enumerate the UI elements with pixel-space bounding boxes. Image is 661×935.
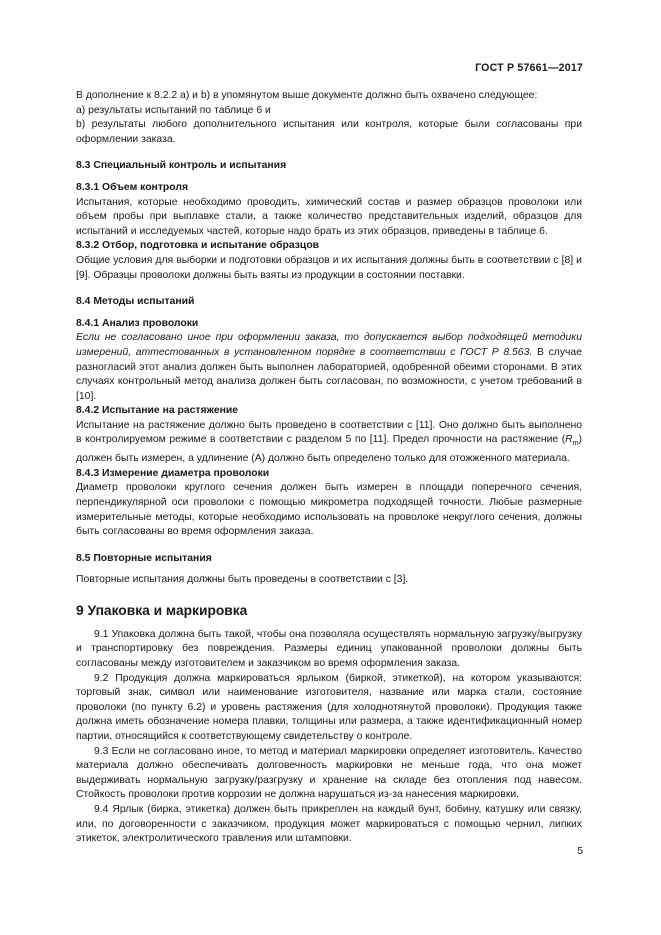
section-8-5-text: Повторные испытания должны быть проведены в соответствии с [3]. bbox=[76, 574, 409, 586]
section-8-3-1-title: 8.3.1 Объем контроля bbox=[76, 181, 189, 193]
section-8-4-2-text-b: ) должен быть измерен, а удлинение (A) должно быть определено только для отожженного материала. bbox=[76, 434, 582, 465]
symbol-r-subscript: m bbox=[572, 440, 579, 448]
section-8-3-title: 8.3 Специальный контроль и испытания bbox=[76, 160, 287, 172]
symbol-r: R bbox=[565, 434, 573, 446]
section-8-4-3-text: Диаметр проволоки круглого сечения должен быть измерен в площади поперечного сечения, перпендикулярной оси проволоки с помощью микрометра подходящей точности. Любые размерные измерительные методы, которые необходимо использовать на проволоке некруглого сечения, должны быть согласованы во время оформления заказа. bbox=[76, 482, 582, 538]
section-8-4-1-title: 8.4.1 Анализ проволоки bbox=[76, 317, 199, 329]
section-8-4-title: 8.4 Методы испытаний bbox=[76, 296, 195, 308]
page-number: 5 bbox=[577, 846, 583, 857]
section-9-1-text: 9.1 Упаковка должна быть такой, чтобы она позволяла осуществлять нормальную загрузку/выгрузку и транспортировку без повреждения. Размеры единиц упакованной проволоки должны быть согласованы между изготовителем и заказчиком во время оформления заказа. bbox=[76, 628, 582, 670]
section-8-4-2-text-a: Испытание на растяжение должно быть проведено в соответствии с [11]. Оно должно быть выполнено в контролируемом режиме в соответствии с разделом 5 по [11]. Предел прочности на растяжение ( bbox=[76, 419, 582, 446]
section-8-4-2-title: 8.4.2 Испытание на растяжение bbox=[76, 405, 239, 417]
intro-lead: В дополнение к 8.2.2 а) и b) в упомянутом выше документе должно быть охвачено следующее: bbox=[76, 90, 538, 101]
section-8-4-1-text bbox=[76, 331, 582, 404]
section-9-title: 9 Упаковка и маркировка bbox=[76, 602, 248, 618]
section-9-3-text: 9.3 Если не согласовано иное, то метод и материал маркировки определяет изготовитель. Качество материала должно обеспечивать долговечность маркировки не меньше года, что она может выдерживать нормальную загрузку/разгрузку и хранение на складе без отопления под навесом. Стойкость проволоки против коррозии не должна нарушаться из-за нанесения маркировки. bbox=[76, 745, 582, 801]
section-9-4-text: 9.4 Ярлык (бирка, этикетка) должен быть прикреплен на каждый бунт, бобину, катушку или связку, или, по договоренности с заказчиком, продукция может маркироваться с помощью чернил, липких этикеток, электролитического травления или штамповки. bbox=[76, 804, 582, 845]
document-code: ГОСТ Р 57661—2017 bbox=[475, 62, 583, 74]
section-8-3-2-text: Общие условия для выборки и подготовки образцов и их испытания должны быть в соответствии с [8] и [9]. Образцы проволоки должны быть взяты из продукции в состоянии поставки. bbox=[76, 254, 582, 281]
intro-item-b: b) результаты любого дополнительного испытания или контроля, которые были согласованы при оформлении заказа. bbox=[76, 119, 582, 145]
section-9-2-text: 9.2 Продукция должна маркироваться ярлыком (биркой, этикеткой), на котором указываются: торговый знак, символ или наименование изготовителя, название или марка стали, состояние проволоки (по пункту 6.2) и уровень растяжения (для холоднотянутой проволоки). Продукция также должна иметь обозначение номера плавки, толщины или размера, а также идентификационный номер партии, относящийся к соответствующему свидетельству о контроле. bbox=[76, 672, 582, 743]
document-body bbox=[76, 89, 582, 847]
intro-item-a: а) результаты испытаний по таблице 6 и bbox=[76, 104, 271, 116]
section-8-5-title: 8.5 Повторные испытания bbox=[76, 552, 212, 564]
section-8-4-2-text bbox=[76, 419, 582, 467]
section-8-4-1-italic: Если не согласовано иное при оформлении заказа, то допускается выбор подходящей методики измерений, аттестованных в установленном порядке в соответствии с ГОСТ Р 8.563. bbox=[76, 332, 582, 358]
section-8-3-1-text: Испытания, которые необходимо проводить, химический состав и размер образцов проволоки или объем пробы при выплавке стали, а также количество представительных изделий, образцов для испытаний и исследуемых частей, которые надо брать из этих образцов, приведены в таблице 6. bbox=[76, 196, 582, 237]
section-8-4-3-title: 8.4.3 Измерение диаметра проволоки bbox=[76, 467, 270, 479]
section-8-3-2-title: 8.3.2 Отбор, подготовка и испытание образцов bbox=[76, 240, 320, 252]
section-8-4-1-rest: В случае разногласий этот анализ должен быть выполнен лабораторией, одобренной обеими сторонами. В этих случаях контрольный метод анализа должен быть согласован, по возможности, с учетом требований в [10]. bbox=[76, 346, 582, 402]
